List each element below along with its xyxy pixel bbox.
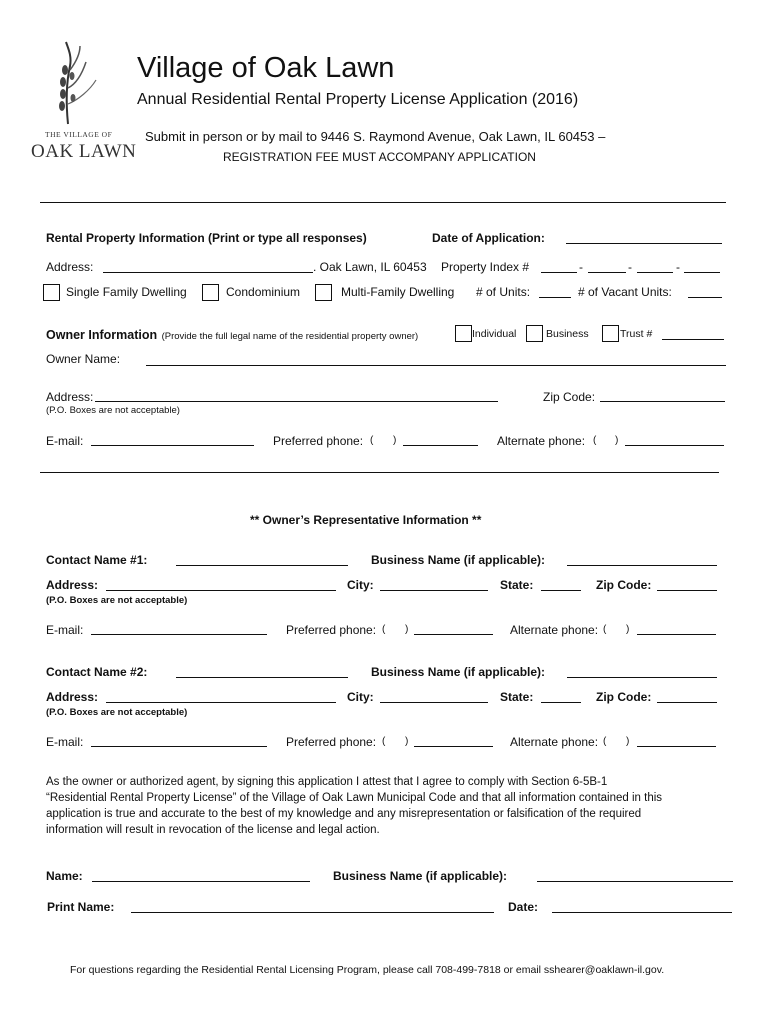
signature-date-field[interactable]: [552, 912, 732, 913]
signature-name-label: Name:: [46, 869, 83, 883]
print-name-field[interactable]: [131, 912, 494, 913]
contact1-state-field[interactable]: [541, 590, 581, 591]
owner-address-field[interactable]: [95, 401, 498, 402]
oak-branch-logo-icon: [46, 40, 106, 126]
property-index-field-4[interactable]: [684, 272, 720, 273]
signature-name-field[interactable]: [92, 881, 310, 882]
contact1-label: Contact Name #1:: [46, 553, 148, 567]
contact2-pref-paren-open: (: [382, 736, 386, 747]
contact2-business-field[interactable]: [567, 677, 717, 678]
contact2-email-label: E-mail:: [46, 735, 84, 749]
owner-zip-field[interactable]: [600, 401, 725, 402]
contact1-pref-paren-open: (: [382, 624, 386, 635]
contact1-alt-paren-open: (: [603, 624, 607, 635]
contact1-alt-paren-close: ): [626, 624, 630, 635]
owner-section-title: Owner Information: [46, 328, 158, 342]
contact1-po-note: (P.O. Boxes are not acceptable): [46, 595, 188, 606]
contact2-address-field[interactable]: [106, 702, 336, 703]
single-family-checkbox[interactable]: [43, 284, 60, 301]
rep-section-heading: ** Owner’s Representative Information **: [250, 513, 482, 527]
owner-name-field[interactable]: [146, 365, 726, 366]
contact1-email-field[interactable]: [91, 634, 267, 635]
owner-pref-paren-close: ): [393, 435, 397, 446]
owner-alt-phone-field[interactable]: [625, 445, 724, 446]
owner-email-label: E-mail:: [46, 434, 84, 448]
contact1-pref-paren-close: ): [405, 624, 409, 635]
owner-email-field[interactable]: [91, 445, 254, 446]
contact1-business-label: Business Name (if applicable):: [371, 553, 546, 567]
contact1-address-label: Address:: [46, 578, 99, 592]
contact2-state-field[interactable]: [541, 702, 581, 703]
property-index-field-1[interactable]: [541, 272, 577, 273]
owner-zip-label: Zip Code:: [543, 390, 596, 404]
contact1-zip-field[interactable]: [657, 590, 717, 591]
trust-checkbox[interactable]: [602, 325, 619, 342]
units-label: # of Units:: [476, 285, 531, 299]
index-dash-1: -: [579, 260, 583, 274]
single-family-label: Single Family Dwelling: [66, 285, 187, 299]
fee-notice: REGISTRATION FEE MUST ACCOMPANY APPLICATION: [223, 150, 536, 164]
contact2-city-label: City:: [347, 690, 374, 704]
contact1-alt-phone-label: Alternate phone:: [510, 623, 599, 637]
contact1-name-field[interactable]: [176, 565, 348, 566]
logo-text-top: THE VILLAGE OF: [45, 130, 113, 139]
contact1-city-field[interactable]: [380, 590, 488, 591]
footer-contact-info: For questions regarding the Residential Rental Licensing Program, please call 708-499-7818 or email sshearer@oaklawn-il.gov.: [70, 964, 665, 976]
contact2-state-label: State:: [500, 690, 534, 704]
header-divider: [40, 202, 726, 203]
owner-name-label: Owner Name:: [46, 352, 121, 366]
index-dash-2: -: [628, 260, 632, 274]
logo-text-main: OAK LAWN: [31, 141, 137, 162]
contact1-address-field[interactable]: [106, 590, 336, 591]
individual-checkbox[interactable]: [455, 325, 472, 342]
attestation-line-3: application is true and accurate to the best of my knowledge and any misrepresentation or falsification of the required: [46, 808, 642, 820]
owner-section-note: (Provide the full legal name of the residential property owner): [161, 331, 419, 342]
contact1-city-label: City:: [347, 578, 374, 592]
contact1-pref-phone-field[interactable]: [414, 634, 493, 635]
attestation-line-1: As the owner or authorized agent, by signing this application I attest that I agree to comply with Section 6-5B-1: [46, 776, 608, 788]
condominium-checkbox[interactable]: [202, 284, 219, 301]
owner-alt-paren-close: ): [615, 435, 619, 446]
contact2-email-field[interactable]: [91, 746, 267, 747]
property-index-label: Property Index #: [441, 260, 530, 274]
owner-pref-paren-open: (: [370, 435, 374, 446]
signature-date-label: Date:: [508, 900, 539, 914]
property-index-field-2[interactable]: [588, 272, 626, 273]
contact2-alt-phone-label: Alternate phone:: [510, 735, 599, 749]
print-name-label: Print Name:: [47, 900, 115, 914]
owner-alt-paren-open: (: [593, 435, 597, 446]
owner-section-divider: [40, 472, 719, 473]
multi-family-checkbox[interactable]: [315, 284, 332, 301]
individual-label: Individual: [472, 328, 517, 340]
property-address-label: Address:: [46, 260, 94, 274]
business-checkbox[interactable]: [526, 325, 543, 342]
date-of-application-field[interactable]: [566, 243, 722, 244]
owner-alt-phone-label: Alternate phone:: [497, 434, 586, 448]
contact2-zip-field[interactable]: [657, 702, 717, 703]
page-title: Village of Oak Lawn: [137, 52, 395, 84]
contact2-pref-phone-label: Preferred phone:: [286, 735, 377, 749]
property-index-field-3[interactable]: [637, 272, 673, 273]
contact1-zip-label: Zip Code:: [596, 578, 652, 592]
contact2-label: Contact Name #2:: [46, 665, 148, 679]
trust-number-field[interactable]: [662, 339, 724, 340]
attestation-line-4: information will result in revocation of the license and legal action.: [46, 824, 380, 836]
business-label: Business: [546, 328, 589, 340]
trust-label: Trust #: [620, 328, 653, 340]
contact2-address-label: Address:: [46, 690, 99, 704]
contact1-alt-phone-field[interactable]: [637, 634, 716, 635]
contact1-state-label: State:: [500, 578, 534, 592]
contact2-name-field[interactable]: [176, 677, 348, 678]
owner-pref-phone-field[interactable]: [403, 445, 478, 446]
submit-instructions: Submit in person or by mail to 9446 S. Raymond Avenue, Oak Lawn, IL 60453 –: [145, 129, 606, 144]
owner-pref-phone-label: Preferred phone:: [273, 434, 364, 448]
contact2-alt-paren-open: (: [603, 736, 607, 747]
owner-section-heading: [46, 326, 418, 344]
attestation-line-2: “Residential Rental Property License” of the Village of Oak Lawn Municipal Code and that all information contained in this: [46, 792, 663, 804]
owner-address-label: Address:: [46, 390, 94, 404]
condominium-label: Condominium: [226, 285, 301, 299]
contact1-business-field[interactable]: [567, 565, 717, 566]
contact1-pref-phone-label: Preferred phone:: [286, 623, 377, 637]
contact2-zip-label: Zip Code:: [596, 690, 652, 704]
multi-family-label: Multi-Family Dwelling: [341, 285, 455, 299]
property-address-field[interactable]: [103, 272, 313, 273]
contact2-po-note: (P.O. Boxes are not acceptable): [46, 707, 188, 718]
vacant-units-label: # of Vacant Units:: [578, 285, 672, 299]
page-subtitle: Annual Residential Rental Property License Application (2016): [137, 91, 579, 108]
index-dash-3: -: [676, 260, 680, 274]
contact2-alt-phone-field[interactable]: [637, 746, 716, 747]
property-city-label: . Oak Lawn, IL 60453: [313, 260, 427, 274]
signature-business-label: Business Name (if applicable):: [333, 869, 508, 883]
signature-business-field[interactable]: [537, 881, 733, 882]
units-field[interactable]: [539, 297, 571, 298]
contact2-alt-paren-close: ): [626, 736, 630, 747]
contact2-business-label: Business Name (if applicable):: [371, 665, 546, 679]
contact2-pref-phone-field[interactable]: [414, 746, 493, 747]
owner-po-note: (P.O. Boxes are not acceptable): [46, 405, 180, 416]
property-section-heading: Rental Property Information (Print or type all responses): [46, 231, 367, 245]
date-of-application-label: Date of Application:: [432, 231, 545, 245]
contact2-city-field[interactable]: [380, 702, 488, 703]
vacant-units-field[interactable]: [688, 297, 722, 298]
contact1-email-label: E-mail:: [46, 623, 84, 637]
contact2-pref-paren-close: ): [405, 736, 409, 747]
